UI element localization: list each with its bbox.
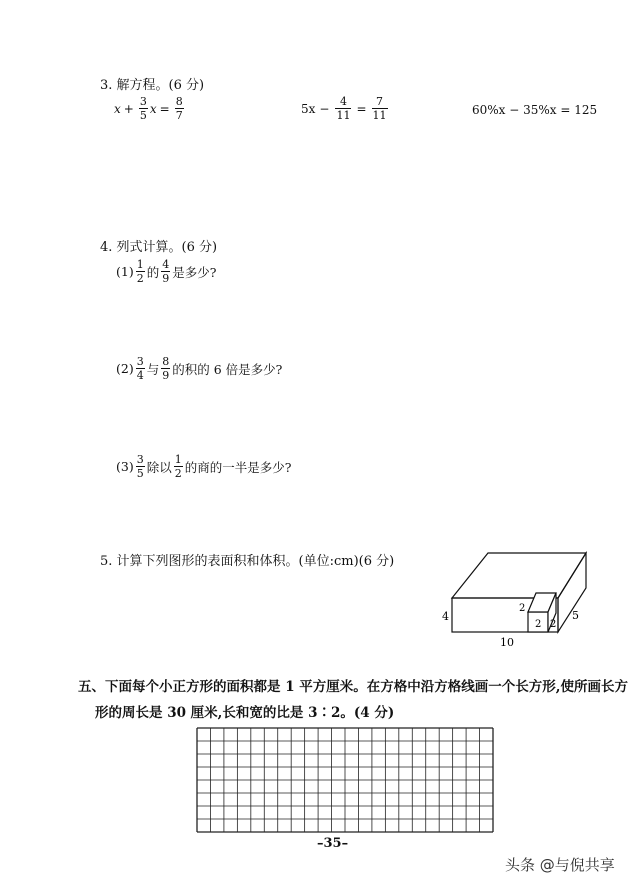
label-cube-width: 2 bbox=[535, 619, 542, 630]
q3-equation-1 bbox=[114, 96, 186, 121]
eq2-lhs: 5x bbox=[301, 101, 316, 116]
q5-title: 5. 计算下列图形的表面积和体积。(单位:cm)(6 分) bbox=[100, 554, 395, 569]
p3-fraction-1: $\frac{3}{5}$ bbox=[136, 453, 144, 480]
watermark: 头条 @与倪共享 bbox=[505, 856, 615, 874]
label-width: 5 bbox=[572, 609, 579, 622]
eq1-equals: = bbox=[159, 101, 170, 116]
q3-equation-2 bbox=[301, 96, 390, 121]
eq2-fraction-2: $\frac{7}{11}$ bbox=[372, 95, 387, 122]
eq2-fraction-1: $\frac{4}{11}$ bbox=[336, 95, 351, 122]
eq1-x2: x bbox=[149, 101, 157, 116]
drawing-grid[interactable] bbox=[196, 727, 494, 833]
label-height: 4 bbox=[442, 610, 449, 623]
section5-line-1: 五、下面每个小正方形的面积都是 1 平方厘米。在方格中沿方格线画一个长方形,使所画长方 bbox=[78, 679, 628, 695]
p1-fraction-1: $\frac{1}{2}$ bbox=[136, 258, 144, 285]
page-number: –35– bbox=[317, 836, 349, 851]
eq2-minus: − bbox=[319, 101, 330, 116]
eq1-fraction-2: $\frac{8}{7}$ bbox=[175, 95, 183, 122]
eq1-x: x bbox=[114, 101, 121, 116]
q4-part-3: (3) $\frac{3}{5}$ 除以 $\frac{1}{2}$ 的商的一半是多少? bbox=[116, 453, 292, 480]
label-cube-height: 2 bbox=[519, 603, 526, 614]
section5-line-2: 形的周长是 30 厘米,长和宽的比是 3∶2。(4 分) bbox=[95, 705, 395, 721]
p3-fraction-2: $\frac{1}{2}$ bbox=[174, 453, 182, 480]
p2-fraction-1: $\frac{3}{4}$ bbox=[136, 355, 144, 382]
eq1-plus: + bbox=[123, 101, 134, 116]
q3-equation-3: 60%x − 35%x = 125 bbox=[472, 103, 598, 117]
eq1-fraction-1: $\frac{3}{5}$ bbox=[139, 95, 147, 122]
q4-part-1: (1) $\frac{1}{2}$ 的 $\frac{4}{9}$ 是多少? bbox=[116, 258, 217, 285]
eq2-equals: = bbox=[356, 101, 367, 116]
q3-title: 3. 解方程。(6 分) bbox=[100, 78, 205, 93]
q4-title: 4. 列式计算。(6 分) bbox=[100, 240, 218, 255]
q4-part-2: (2) $\frac{3}{4}$ 与 $\frac{8}{9}$ 的积的 6 倍是多少? bbox=[116, 355, 283, 382]
label-length: 10 bbox=[500, 636, 514, 649]
section5-prompt bbox=[78, 674, 630, 726]
p2-fraction-2: $\frac{8}{9}$ bbox=[162, 355, 170, 382]
label-cube-depth: 2 bbox=[550, 619, 557, 630]
p1-fraction-2: $\frac{4}{9}$ bbox=[162, 258, 170, 285]
cuboid-top-face bbox=[452, 553, 586, 598]
cuboid-figure bbox=[430, 548, 590, 653]
